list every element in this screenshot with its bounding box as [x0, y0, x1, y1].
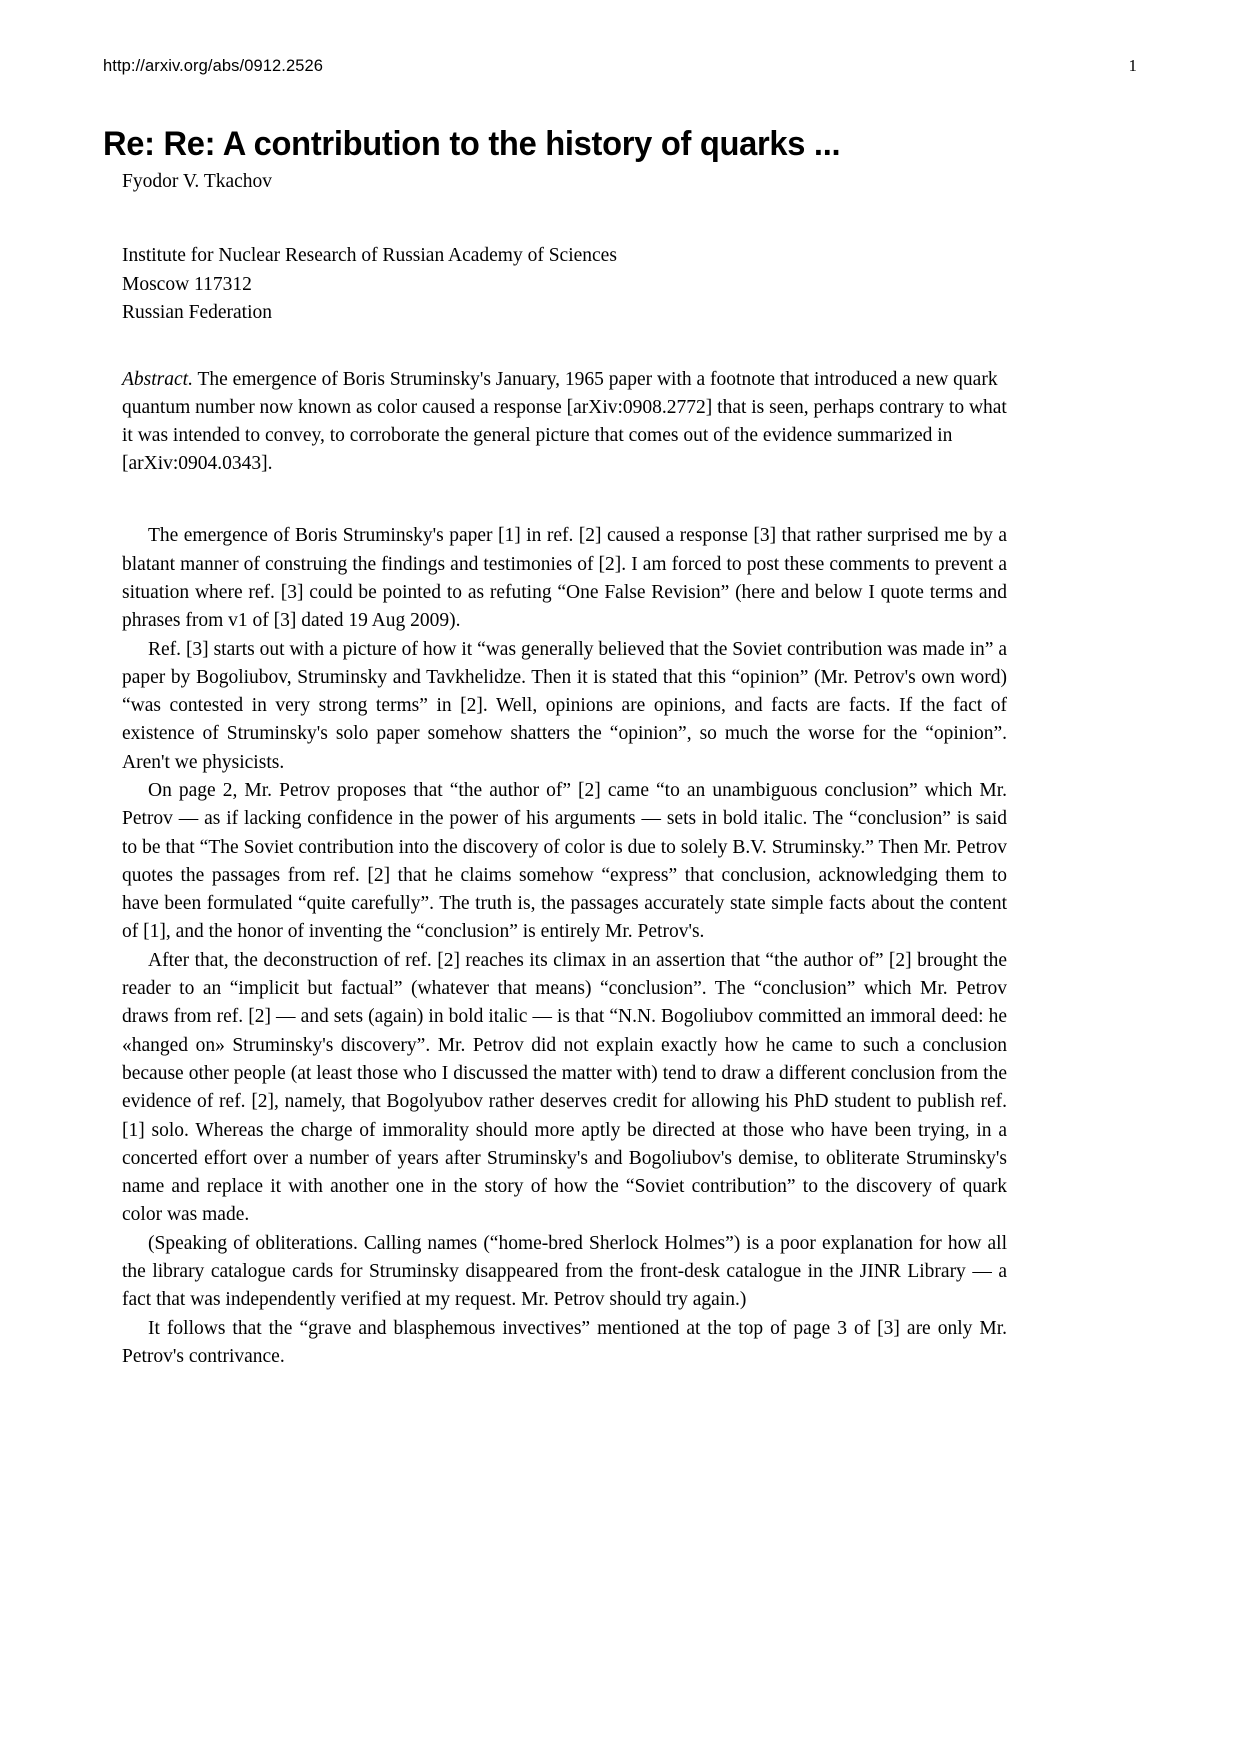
abstract-label: Abstract. — [122, 368, 193, 390]
document-content — [122, 168, 1007, 1371]
body-paragraph: Ref. [3] starts out with a picture of how it “was generally believed that the Soviet contribution was made in” a paper by Bogoliubov, Struminsky and Tavkhelidze. Then it is stated that this “opinion” (Mr. Petrov's own word) “was contested in very strong terms” in [2]. Well, opinions are opinions, and facts are facts. If the fact of existence of Struminsky's solo paper somehow shatters the “opinion”, so much the worse for the “opinion”. Aren't we physicists. — [122, 638, 1007, 773]
page-header — [103, 56, 1137, 82]
page-number: 1 — [1128, 56, 1137, 75]
header-source-url: http://arxiv.org/abs/0912.2526 — [103, 57, 324, 75]
page-title: Re: Re: A contribution to the history of quarks ... — [103, 124, 841, 163]
body-paragraph: It follows that the “grave and blasphemous invectives” mentioned at the top of page 3 of [3] are only Mr. Petrov's contrivance. — [122, 1317, 1007, 1367]
body-paragraph: (Speaking of obliterations. Calling names (“home-bred Sherlock Holmes”) is a poor explanation for how all the library catalogue cards for Struminsky disappeared from the front-desk catalogue in the JINR Library — a fact that was independently verified at my request. Mr. Petrov should try again.) — [122, 1232, 1007, 1311]
affiliation-institute: Institute for Nuclear Research of Russian Academy of Sciences — [122, 245, 617, 266]
affiliation-country: Russian Federation — [122, 302, 273, 323]
body-text — [122, 522, 1007, 1371]
body-paragraph: After that, the deconstruction of ref. [2] reaches its climax in an assertion that “the author of” [2] brought the reader to an “implicit but factual” (whatever that means) “conclusion”. The “conclusion” which Mr. Petrov draws from ref. [2] — and sets (again) in bold italic — is that “N.N. Bogoliubov committed an immoral deed: he «hanged on» Struminsky's discovery”. Mr. Petrov did not explain exactly how he came to such a conclusion because other people (at least those who I discussed the matter with) tend to draw a different conclusion from the evidence of ref. [2], namely, that Bogolyubov rather deserves credit for allowing his PhD student to publish ref. [1] solo. Whereas the charge of immorality should more aptly be directed at those who have been trying, in a concerted effort over a number of years after Struminsky's and Bogoliubov's demise, to obliterate Struminsky's name and replace it with another one in the story of how the “Soviet contribution” to the discovery of quark color was made. — [122, 949, 1007, 1226]
affiliation-city: Moscow 117312 — [122, 273, 252, 295]
affiliation-block — [122, 242, 1007, 328]
abstract-text: The emergence of Boris Struminsky's January, 1965 paper with a footnote that introduced a new quark quantum number now known as color caused a response [arXiv:0908.2772] that is seen, perhaps contrary to what it was intended to convey, to corroborate the general picture that comes out of the evidence summarized in [arXiv:0904.0343]. — [122, 368, 1007, 475]
abstract-block — [122, 366, 1012, 479]
author-name: Fyodor V. Tkachov — [122, 171, 273, 192]
body-paragraph: The emergence of Boris Struminsky's paper [1] in ref. [2] caused a response [3] that rather surprised me by a blatant manner of construing the findings and testimonies of [2]. I am forced to post these comments to prevent a situation where ref. [3] could be pointed to as refuting “One False Revision” (here and below I quote terms and phrases from v1 of [3] dated 19 Aug 2009). — [122, 525, 1007, 632]
body-paragraph: On page 2, Mr. Petrov proposes that “the author of” [2] came “to an unambiguous conclusion” which Mr. Petrov — as if lacking confidence in the power of his arguments — sets in bold italic. The “conclusion” is said to be that “The Soviet contribution into the discovery of color is due to solely B.V. Struminsky.” Then Mr. Petrov quotes the passages from ref. [2] that he claims somehow “express” that conclusion, acknowledging them to have been formulated “quite carefully”. The truth is, the passages accurately state simple facts about the content of [1], and the honor of inventing the “conclusion” is entirely Mr. Petrov's. — [122, 779, 1007, 943]
